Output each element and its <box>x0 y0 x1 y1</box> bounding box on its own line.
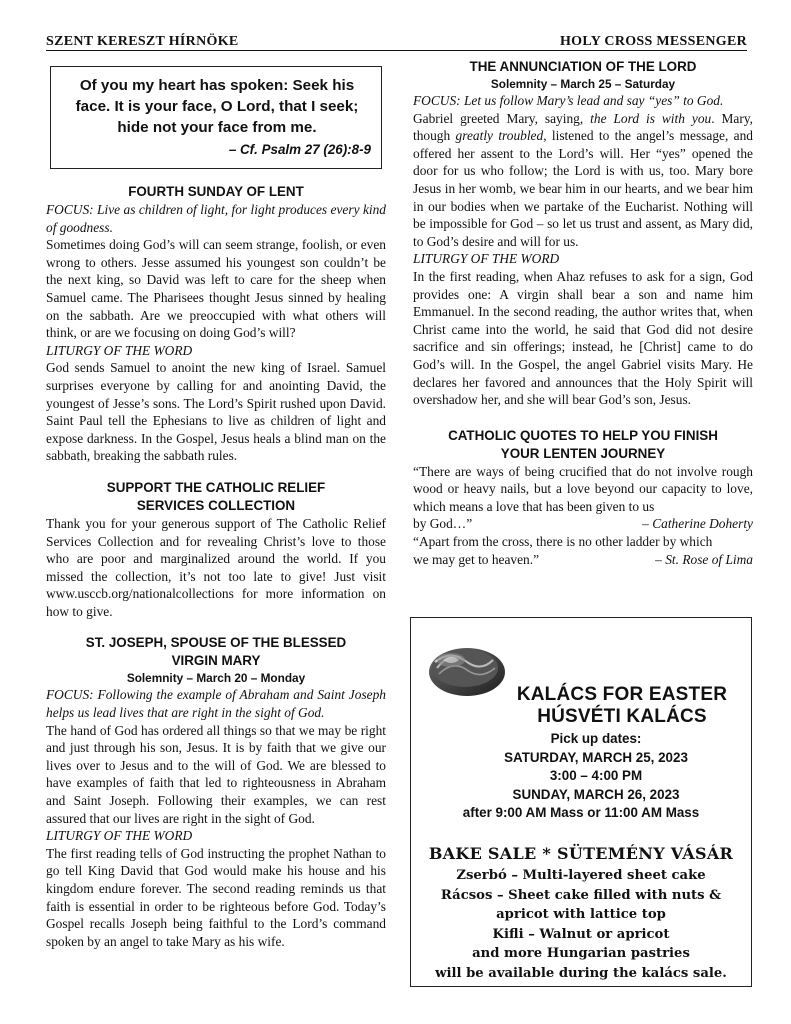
psalm-line-1: Of you my heart has spoken: Seek his <box>79 77 355 94</box>
psalm-citation: – Cf. Psalm 27 (26):8-9 <box>228 142 371 157</box>
kalacs-title <box>507 684 737 728</box>
text-part: , listened to the angel’s message, and offered her assent to the Lord’s will. Her “yes” opened the door for us who follow; the Lord is with us, too. Mary bore Jesus in her womb, we bear him in our hearts, and we bear him in our bodies when we partake of the Eucharist. Nothing will be impossible for God – so let us trust and assent, as Mary did, to God’s desire and will for us. <box>413 128 753 249</box>
emphasis-text: the Lord is with you <box>590 110 712 126</box>
st-joseph-section <box>46 634 386 950</box>
kalacs-ad-box <box>410 617 752 987</box>
bake-sale <box>411 842 751 983</box>
quote-1-text: “There are ways of being crucified that do not involve rough wood or heavy nails, but a love beyond our capacity to love, which means a love that has been given to us <box>413 463 753 514</box>
quote-1-attribution: – Catherine Doherty <box>642 516 753 532</box>
kalacs-bread-image <box>421 630 507 700</box>
bake-item-2a: Rácsos – Sheet cake filled with nuts & <box>440 887 722 903</box>
quote-2-text: “Apart from the cross, there is no other ladder by which <box>413 534 713 550</box>
bake-sale-title: BAKE SALE * SÜTEMÉNY VÁSÁR <box>428 844 734 863</box>
psalm-line-3: hide not your face from me. <box>117 119 317 136</box>
header-right-title: HOLY CROSS MESSENGER <box>559 34 747 49</box>
pickup-time-1: 3:00 – 4:00 PM <box>549 768 643 783</box>
section-title: FOURTH SUNDAY OF LENT <box>128 184 304 199</box>
liturgy-heading: LITURGY OF THE WORD <box>46 828 193 844</box>
pickup-label: Pick up dates: <box>550 731 642 746</box>
liturgy-heading: LITURGY OF THE WORD <box>46 342 193 358</box>
psalm-quote-box <box>50 66 382 169</box>
crs-collection-section <box>46 479 386 621</box>
focus-text: FOCUS: Let us follow Mary’s lead and say “yes” to God. <box>413 93 724 108</box>
body-text: The hand of God has ordered all things so that we may be right and just through his son, Jesus. It is by faith that we give our lives over to Jesus and to the will of God. We are blessed to have examples of faith that led to righteousness in Abraham and Saint Joseph. Following their examples, we can rest assured that our lives are right in the sight of God. <box>46 722 386 826</box>
liturgy-text: In the first reading, when Ahaz refuses to ask for a sign, God provides one: A virgin shall bear a son and name him Emmanuel. In the second reading, the author writes that, when Christ came into the world, he said that God did not desire sacrifice and sin offerings; instead, he [Christ] came to do God’s will. In the Gospel, the angel Gabriel visits Mary. He declares her favored and announces that the Holy Spirit will overshadow her, and she will bear God’s son, Jesus. <box>413 268 753 408</box>
section-title-line-2: YOUR LENTEN JOURNEY <box>500 445 666 461</box>
section-title-line-1: ST. JOSEPH, SPOUSE OF THE BLESSED <box>85 635 347 651</box>
bake-closing-1: and more Hungarian pastries <box>472 946 690 961</box>
bake-item-2b: apricot with lattice top <box>496 907 666 922</box>
focus-text: FOCUS: Following the example of Abraham and Saint Joseph helps us lead lives that are right in the sight of God. <box>46 687 386 721</box>
kalacs-title-line-2: HÚSVÉTI KALÁCS <box>537 706 707 727</box>
section-subtitle: Solemnity – March 25 – Saturday <box>490 77 676 91</box>
quote-1-last-line <box>413 515 753 533</box>
pickup-time-2: after 9:00 AM Mass or 11:00 AM Mass <box>462 805 700 820</box>
liturgy-text: The first reading tells of God instructing the prophet Nathan to go tell King David that God would make his house and his kingdom endure forever. The second reading reminds us that faith is essential in order to be righteous before God. Today’s Gospel recalls Joseph being faithful to the Lord’s command spoken by an angel to take Mary as his wife. <box>46 845 386 949</box>
section-subtitle: Solemnity – March 20 – Monday <box>126 671 306 686</box>
emphasis-text: greatly troubled <box>455 128 544 144</box>
annunciation-section <box>413 58 753 409</box>
bake-closing-2: will be available during the kalács sale. <box>435 965 727 981</box>
psalm-line-2: face. It is your face, O Lord, that I seek; <box>75 98 359 115</box>
pickup-date-1: SATURDAY, MARCH 25, 2023 <box>504 749 688 765</box>
quote-2-attribution: – St. Rose of Lima <box>655 551 753 567</box>
quote-2-last-line <box>413 551 753 569</box>
body-text: Thank you for your generous support of The Catholic Relief Services Collection and for revealing Christ’s love to those who are poor and marginalized around the world. If you missed the collection, it’s not too late to give! Just visit www.usccb.org/nationalcollections for more information on how to give. <box>46 515 386 619</box>
quote-2-end: we may get to heaven.” <box>413 551 540 567</box>
right-column <box>413 58 753 568</box>
section-title-line-2: SERVICES COLLECTION <box>136 497 296 513</box>
section-title-line-1: CATHOLIC QUOTES TO HELP YOU FINISH <box>448 427 718 443</box>
kalacs-title-line-1: KALÁCS FOR EASTER <box>516 684 728 705</box>
liturgy-heading: LITURGY OF THE WORD <box>413 251 560 267</box>
header-left-title: SZENT KERESZT HÍRNÖKE <box>46 34 239 49</box>
section-title-line-1: SUPPORT THE CATHOLIC RELIEF <box>106 479 326 495</box>
section-title: THE ANNUNCIATION OF THE LORD <box>469 59 697 74</box>
text-part: Gabriel greeted Mary, saying, <box>413 110 591 126</box>
page-header <box>46 30 747 51</box>
pickup-dates <box>411 730 751 823</box>
body-text: Sometimes doing God’s will can seem strange, foolish, or even wrong to others. Jesse assumed his youngest son couldn’t be the next king, so David was left to care for the sheep when Samuel came. The Pharisees thought Jesus sinned by healing on the sabbath. Are we preoccupied with what others will think, or are we focusing on doing God’s will? <box>46 237 386 341</box>
left-column <box>46 58 386 950</box>
catholic-quotes-section <box>413 427 753 569</box>
liturgy-text: God sends Samuel to anoint the new king of Israel. Samuel surprises everyone by calling for and anointing David, the youngest of Jesse’s sons. The Lord’s Spirit rushed upon David. Saint Paul tell the Ephesians to live as children of light and expose darkness. In the Gospel, Jesus heals a blind man on the sabbath, breaking the sabbath rules. <box>46 360 386 464</box>
body-text <box>413 110 753 251</box>
text-part: . Mary, though <box>413 110 754 144</box>
bake-item-1: Zserbó – Multi-layered sheet cake <box>456 868 706 883</box>
focus-text: FOCUS: Live as children of light, for light produces every kind of goodness. <box>46 202 386 235</box>
pickup-date-2: SUNDAY, MARCH 26, 2023 <box>512 786 680 802</box>
quote-1-end: by God…” <box>413 516 473 532</box>
bake-item-3: Kifli – Walnut or apricot <box>492 926 670 942</box>
fourth-sunday-section <box>46 183 386 465</box>
section-title-line-2: VIRGIN MARY <box>171 653 261 669</box>
